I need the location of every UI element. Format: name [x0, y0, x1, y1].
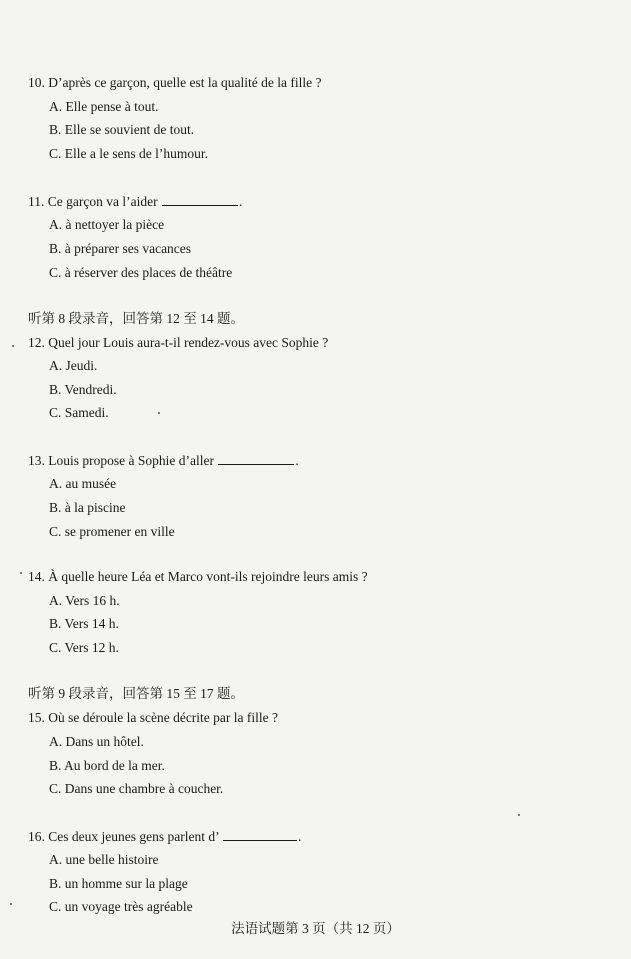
scan-speck — [12, 345, 14, 347]
question-11-text: 11. Ce garçon va l’aider — [28, 194, 158, 209]
question-14-option-a: A. Vers 16 h. — [49, 593, 120, 608]
question-13-option-c: C. se promener en ville — [49, 524, 175, 539]
scan-speck — [158, 412, 160, 414]
question-16-option-a: A. une belle histoire — [49, 852, 159, 867]
answer-blank — [218, 452, 294, 465]
question-11-option-a: A. à nettoyer la pièce — [49, 217, 165, 232]
question-14: 14. À quelle heure Léa et Marco vont-ils rejoindre leurs amis ? — [28, 569, 368, 584]
question-13-option-b: B. à la piscine — [49, 500, 126, 515]
scan-speck — [10, 903, 12, 905]
question-16-period: . — [297, 829, 302, 844]
question-13-period: . — [295, 453, 299, 468]
question-10-option-a: A. Elle pense à tout. — [49, 99, 159, 114]
question-13 — [28, 452, 299, 469]
section-header-9: 听第 9 段录音，回答第 15 至 17 题。 — [28, 686, 244, 701]
section-header-8: 听第 8 段录音，回答第 12 至 14 题。 — [28, 311, 244, 326]
question-15-option-b: B. Au bord de la mer. — [49, 758, 165, 773]
question-11-period: . — [238, 194, 243, 209]
scan-speck — [518, 814, 520, 816]
question-15-option-a: A. Dans un hôtel. — [49, 734, 144, 749]
question-15-option-c: C. Dans une chambre à coucher. — [49, 781, 224, 796]
question-13-option-a: A. au musée — [49, 476, 117, 491]
question-16 — [28, 828, 301, 845]
question-11-option-b: B. à préparer ses vacances — [49, 241, 192, 256]
question-12-option-b: B. Vendredi. — [49, 382, 117, 397]
question-12-option-a: A. Jeudi. — [49, 358, 98, 373]
question-15: 15. Où se déroule la scène décrite par la fille ? — [28, 710, 279, 725]
question-16-option-c: C. un voyage très agréable — [49, 899, 193, 914]
page-footer: 法语试题第 3 页（共 12 页） — [231, 921, 400, 936]
question-12: 12. Quel jour Louis aura-t-il rendez-vous avec Sophie ? — [28, 335, 329, 350]
question-16-option-b: B. un homme sur la plage — [49, 876, 188, 891]
question-10-option-c: C. Elle a le sens de l’humour. — [49, 146, 208, 161]
question-14-option-b: B. Vers 14 h. — [49, 616, 119, 631]
question-10-option-b: B. Elle se souvient de tout. — [49, 122, 195, 137]
question-13-text: 13. Louis propose à Sophie d’aller — [28, 453, 214, 468]
question-12-option-c: C. Samedi. — [49, 405, 109, 420]
answer-blank — [223, 828, 297, 841]
answer-blank — [162, 193, 238, 206]
question-16-text: 16. Ces deux jeunes gens parlent d’ — [28, 829, 219, 844]
scan-speck — [20, 572, 22, 574]
question-11 — [28, 193, 242, 210]
question-10: 10. D’après ce garçon, quelle est la qualité de la fille ? — [28, 75, 322, 90]
question-11-option-c: C. à réserver des places de théâtre — [49, 265, 233, 280]
question-14-option-c: C. Vers 12 h. — [49, 640, 119, 655]
